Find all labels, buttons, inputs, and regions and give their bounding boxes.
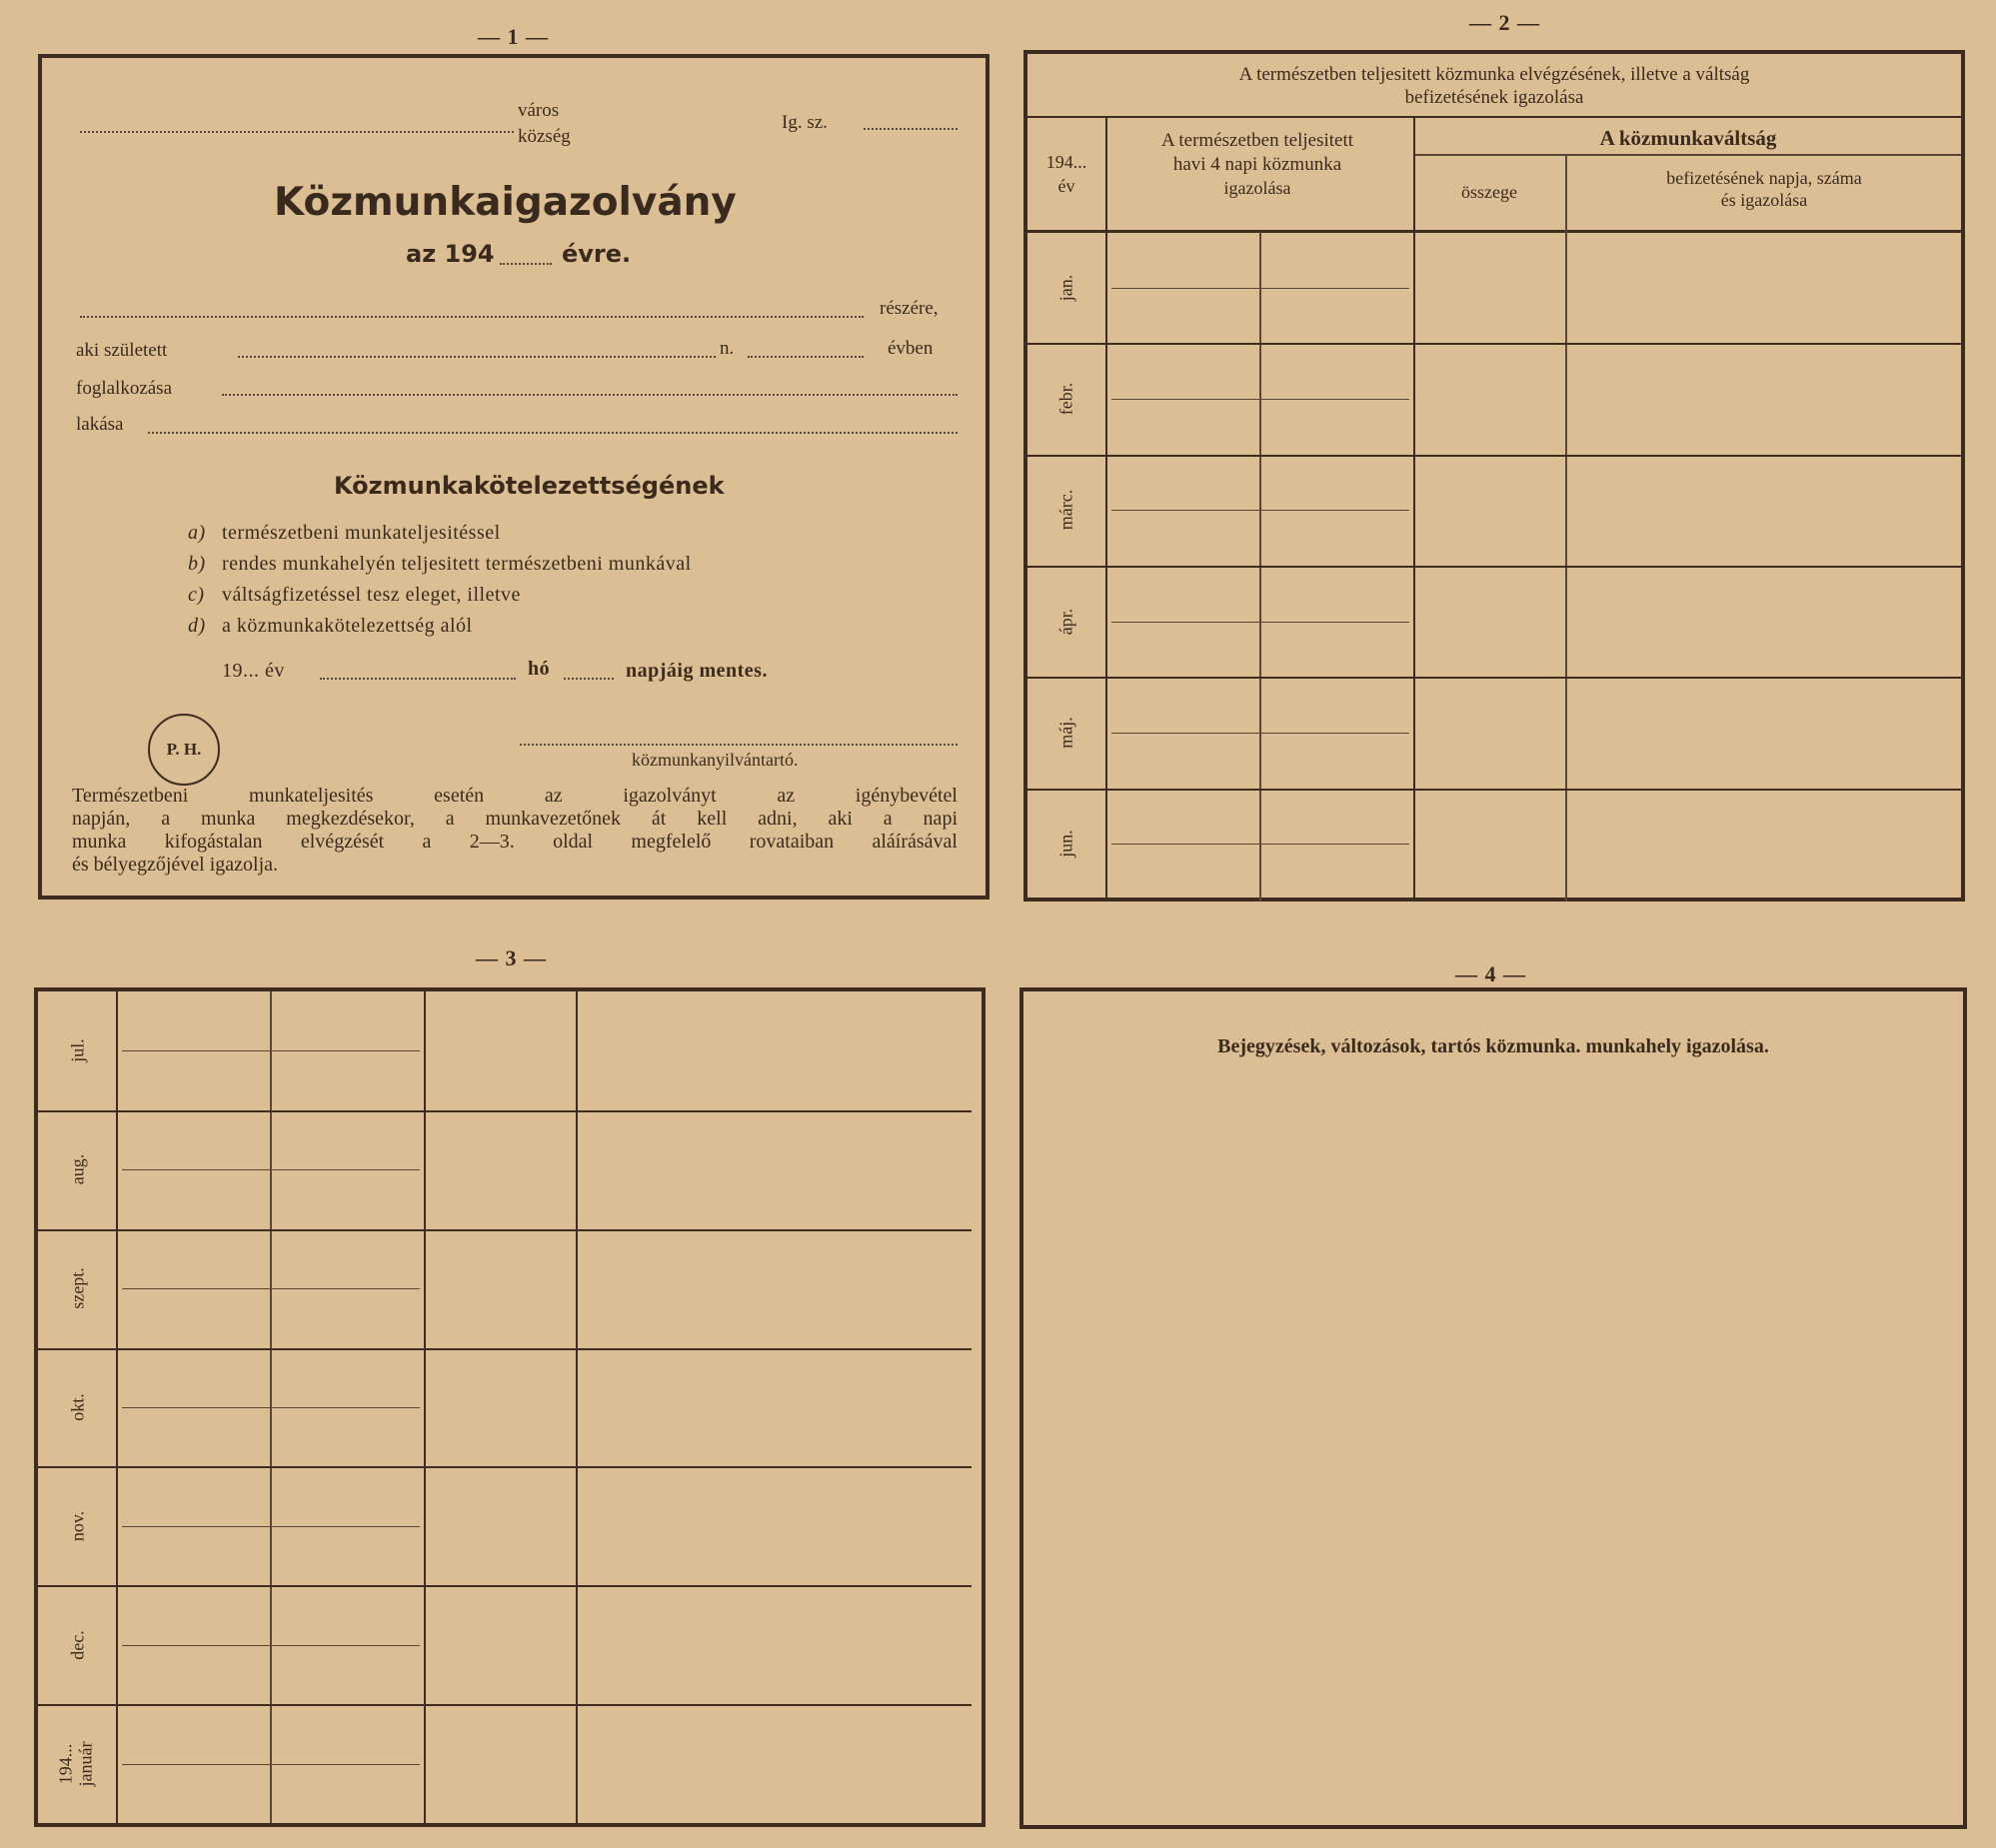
city-line — [80, 131, 514, 133]
month-label: okt. — [67, 1393, 87, 1421]
natural-work-half-line — [1111, 399, 1409, 400]
born-label: aki született — [76, 340, 168, 361]
occupation-label: foglalkozása — [76, 378, 173, 399]
col-divider-1 — [116, 991, 118, 1823]
month-label: dec. — [67, 1629, 87, 1660]
note-line-2: napján, a munka megkezdésekor, a munkavezetőnek át kell adni, aki a napi — [72, 808, 958, 830]
col-divider-2 — [1413, 116, 1415, 902]
village-label: község — [518, 126, 571, 147]
payment-header-2: és igazolása — [1720, 190, 1808, 210]
month-label-january-next-year — [55, 1709, 99, 1818]
obligation-title: Közmunkakötelezettségének — [334, 472, 725, 500]
verification-header-line-1: A természetben teljesitett közmunka elvégzésének, illetve a váltság — [1238, 64, 1750, 85]
month-row-divider — [38, 1110, 972, 1112]
natural-work-half-line — [122, 1526, 420, 1527]
address-label: lakása — [76, 414, 124, 435]
page-4-panel — [1019, 987, 1967, 1829]
table-header-divider — [1027, 230, 1961, 233]
obligation-item-b: b) rendes munkahelyén teljesitett természetbeni munkával — [188, 553, 692, 575]
obligation-item-d: d) a közmunkakötelezettség alól — [188, 615, 473, 637]
signature-line — [520, 744, 958, 746]
month-row-divider — [1027, 677, 1961, 679]
month-row-divider — [1027, 343, 1961, 345]
amount-header: összege — [1461, 182, 1517, 202]
natural-work-half-line — [122, 1407, 420, 1408]
natural-work-half-line — [1111, 622, 1409, 623]
entries-title: Bejegyzések, változások, tartós közmunka. munkahely igazolása. — [1217, 1035, 1769, 1057]
natural-work-half-line — [122, 1645, 420, 1646]
born-year-line — [748, 356, 864, 358]
next-year-label: 194... — [55, 1743, 75, 1784]
stamp-placeholder: P. H. — [148, 714, 220, 786]
exempt-day-label: napjáig mentes. — [626, 660, 768, 682]
month-label: máj. — [1056, 717, 1077, 749]
month-row-divider — [38, 1585, 972, 1587]
page-number-4: — 4 — — [1455, 961, 1526, 986]
col-divider-2 — [424, 991, 426, 1823]
verification-header-line-2: befizetésének igazolása — [1404, 87, 1584, 108]
month-label: jan. — [1056, 274, 1077, 301]
month-row-divider — [1027, 455, 1961, 457]
natural-work-half-line — [1111, 288, 1409, 289]
page-number-1: — 1 — — [478, 24, 549, 49]
ig-sz-label: Ig. sz. — [782, 112, 828, 133]
month-label: ápr. — [1056, 608, 1077, 635]
page-number-2: — 2 — — [1469, 10, 1540, 35]
month-label: aug. — [67, 1154, 87, 1185]
signer-label: közmunkanyilvántartó. — [632, 750, 799, 770]
obligation-item-c: c) váltságfizetéssel tesz eleget, illetve — [188, 584, 521, 606]
month-label: jun. — [1056, 830, 1077, 859]
payment-header-1: befizetésének napja, száma — [1666, 168, 1862, 188]
natural-work-half-line — [1111, 844, 1409, 845]
page-3-panel — [34, 987, 986, 1827]
natural-work-half-line — [1111, 510, 1409, 511]
year-line — [500, 263, 552, 265]
january-label: január — [75, 1741, 95, 1787]
month-label: jul. — [67, 1038, 87, 1063]
exempt-year-label: 19... év — [222, 660, 285, 682]
occupation-line — [222, 394, 958, 396]
month-row-divider — [1027, 789, 1961, 791]
page-1-panel — [38, 54, 990, 900]
month-label: febr. — [1056, 382, 1077, 416]
address-line — [148, 432, 958, 434]
note-line-3: munka kifogástalan elvégzését a 2—3. oldal megfelelő rovataiban aláírásával — [72, 831, 958, 853]
natural-work-half-line — [1111, 733, 1409, 734]
note-line-1: Természetbeni munkateljesités esetén az igazolványt az igénybevétel — [72, 785, 958, 807]
month-row-divider — [38, 1466, 972, 1468]
exempt-day-line — [564, 678, 614, 680]
natural-work-half-line — [122, 1169, 420, 1170]
year-column-label-2: év — [1057, 176, 1075, 196]
natural-work-half-line — [122, 1050, 420, 1051]
natural-work-half-line — [122, 1288, 420, 1289]
month-row-divider — [1027, 566, 1961, 568]
born-n-label: n. — [720, 338, 735, 359]
year-suffix: évre. — [562, 240, 632, 268]
city-label: város — [518, 100, 560, 121]
month-label: márc. — [1056, 490, 1077, 531]
month-row-divider — [38, 1348, 972, 1350]
header-divider — [1027, 116, 1961, 118]
document-title: Közmunkaigazolvány — [274, 180, 737, 225]
month-label: nov. — [67, 1510, 87, 1542]
born-year-label: évben — [888, 338, 934, 359]
natural-work-header-3: igazolása — [1223, 178, 1291, 198]
month-row-divider — [38, 1229, 972, 1231]
natural-work-header-2: havi 4 napi közmunka — [1172, 154, 1342, 175]
month-label: szept. — [67, 1267, 87, 1309]
reszere-label: részére, — [880, 298, 939, 319]
page-2-panel — [1023, 50, 1965, 902]
month-row-divider — [38, 1704, 972, 1706]
note-line-4: és bélyegzőjével igazolja. — [72, 854, 279, 876]
born-place-line — [238, 356, 716, 358]
ig-sz-line — [864, 128, 958, 130]
exempt-month-line — [320, 678, 516, 680]
year-column-label: 194... — [1045, 152, 1087, 172]
recipient-line — [80, 316, 864, 318]
col-divider-3 — [576, 991, 578, 1823]
col-divider-1 — [1105, 116, 1107, 902]
page-number-3: — 3 — — [476, 945, 547, 970]
obligation-item-a: a) természetbeni munkateljesitéssel — [188, 522, 501, 544]
exempt-month-label: hó — [528, 658, 551, 680]
natural-work-half-line — [122, 1764, 420, 1765]
natural-work-header-1: A természetben teljesitett — [1160, 130, 1354, 151]
ransom-header-divider — [1415, 154, 1961, 156]
ransom-header: A közmunkaváltság — [1599, 126, 1777, 150]
year-prefix: az 194 — [406, 240, 495, 268]
